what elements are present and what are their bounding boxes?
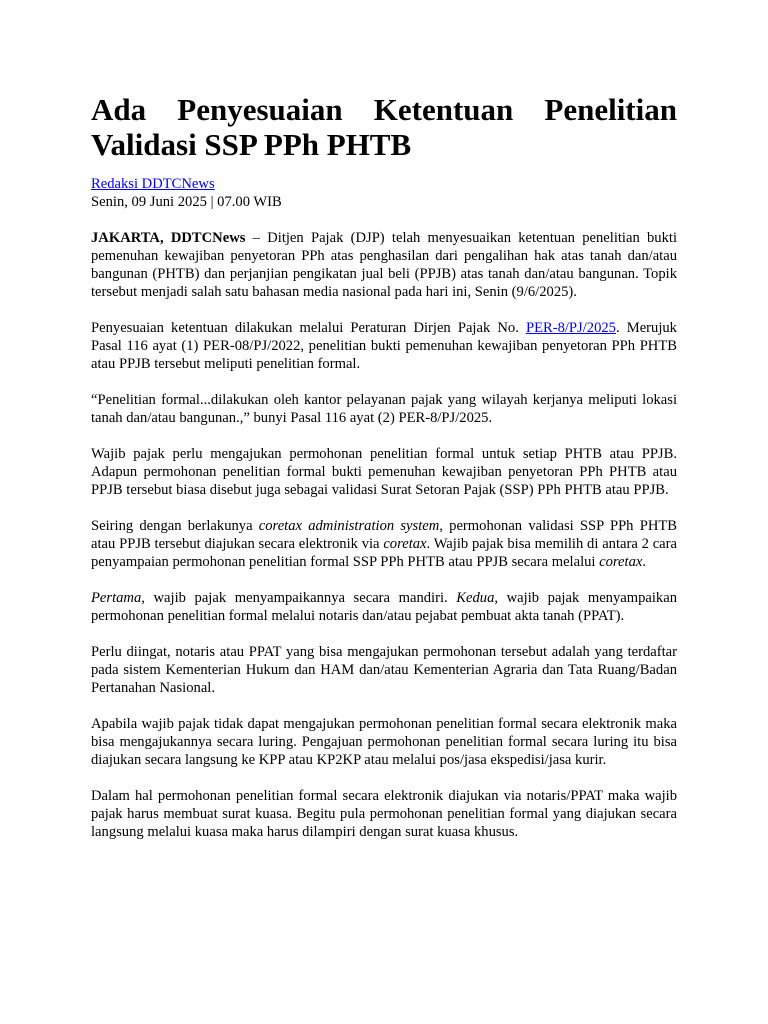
- paragraph-8: Apabila wajib pajak tidak dapat mengajukan permohonan penelitian formal secara elektronik maka bisa mengajukannya secara luring. Pengajuan permohonan penelitian formal secara luring itu bisa diajukan secara langsung ke KPP atau KP2KP atau melalui pos/jasa ekspedisi/jasa kurir.: [91, 716, 677, 768]
- paragraph-5: [91, 517, 677, 571]
- article: [91, 92, 677, 841]
- paragraph-5-italic-1: coretax administration system: [258, 518, 440, 534]
- paragraph-6-text-2: , wajib pajak menyampaikan permohonan penelitian formal melalui notaris dan/atau pejabat pembuat akta tanah (PPAT).: [91, 590, 678, 624]
- paragraph-9: Dalam hal permohonan penelitian formal secara elektronik diajukan via notaris/PPAT maka wajib pajak harus membuat surat kuasa. Begitu pula permohonan penelitian formal yang diajukan secara langsung melalui kuasa maka harus dilampiri dengan surat kuasa khusus.: [91, 788, 677, 840]
- author-link[interactable]: Redaksi DDTCNews: [91, 176, 215, 192]
- paragraph-2-text-after: . Merujuk Pasal 116 ayat (1) PER-08/PJ/2022, penelitian bukti pemenuhan kewajiban penyetoran PPh PHTB atau PPJB tersebut meliputi penelitian formal.: [91, 320, 677, 372]
- paragraph-7: Perlu diingat, notaris atau PPAT yang bisa mengajukan permohonan tersebut adalah yang terdaftar pada sistem Kementerian Hukum dan HAM dan/atau Kementerian Agraria dan Tata Ruang/Badan Pertanahan Nasional.: [91, 644, 677, 696]
- paragraph-5-italic-3: coretax: [599, 554, 643, 570]
- paragraph-3-quote: “Penelitian formal...dilakukan oleh kantor pelayanan pajak yang wilayah kerjanya meliputi lokasi tanah dan/atau bangunan.,” bunyi Pasal 116 ayat (2) PER-8/PJ/2025.: [91, 392, 677, 426]
- dateline: JAKARTA, DDTCNews: [91, 230, 246, 246]
- paragraph-6-italic-2: Kedua: [456, 590, 495, 606]
- paragraph-5-text-2: , permohonan validasi SSP PPh PHTB atau PPJB tersebut diajukan secara elektronik via: [91, 518, 678, 552]
- paragraph-4: Wajib pajak perlu mengajukan permohonan penelitian formal untuk setiap PHTB atau PPJB. Adapun permohonan penelitian formal bukti pemenuhan kewajiban penyetoran PPh PHTB atau PPJB tersebut biasa disebut juga sebagai validasi Surat Setoran Pajak (SSP) PPh PHTB atau PPJB.: [91, 446, 677, 498]
- paragraph-2-text-before: Penyesuaian ketentuan dilakukan melalui Peraturan Dirjen Pajak No.: [91, 320, 526, 336]
- paragraph-5-text-4: .: [642, 554, 647, 570]
- paragraph-1: [91, 229, 677, 301]
- paragraph-2: [91, 319, 677, 373]
- article-meta: [91, 175, 677, 211]
- publish-date: Senin, 09 Juni 2025 | 07.00 WIB: [91, 194, 282, 210]
- paragraph-6-italic-1: Pertama: [91, 590, 142, 606]
- paragraph-6-text-1: , wajib pajak menyampaikannya secara mandiri.: [141, 590, 457, 606]
- article-title: Ada Penyesuaian Ketentuan Penelitian Validasi SSP PPh PHTB: [91, 92, 677, 162]
- paragraph-5-text-1: Seiring dengan berlakunya: [91, 518, 259, 534]
- paragraph-1-text: – Ditjen Pajak (DJP) telah menyesuaikan ketentuan penelitian bukti pemenuhan kewajiban penyetoran PPh atas penghasilan dari pengalihan hak atas tanah dan/atau bangunan (PHTB) dan perjanjian pengikatan jual beli (PPJB) atas tanah dan/atau bangunan. Topik tersebut menjadi salah satu bahasan media nasional pada hari ini, Senin (9/6/2025).: [91, 230, 678, 300]
- paragraph-6: [91, 589, 677, 625]
- paragraph-5-text-3: . Wajib pajak bisa memilih di antara 2 cara penyampaian permohonan penelitian formal SSP PPh PHTB atau PPJB secara melalui: [91, 536, 677, 570]
- regulation-link[interactable]: PER-8/PJ/2025: [525, 320, 616, 336]
- paragraph-5-italic-2: coretax: [383, 536, 427, 552]
